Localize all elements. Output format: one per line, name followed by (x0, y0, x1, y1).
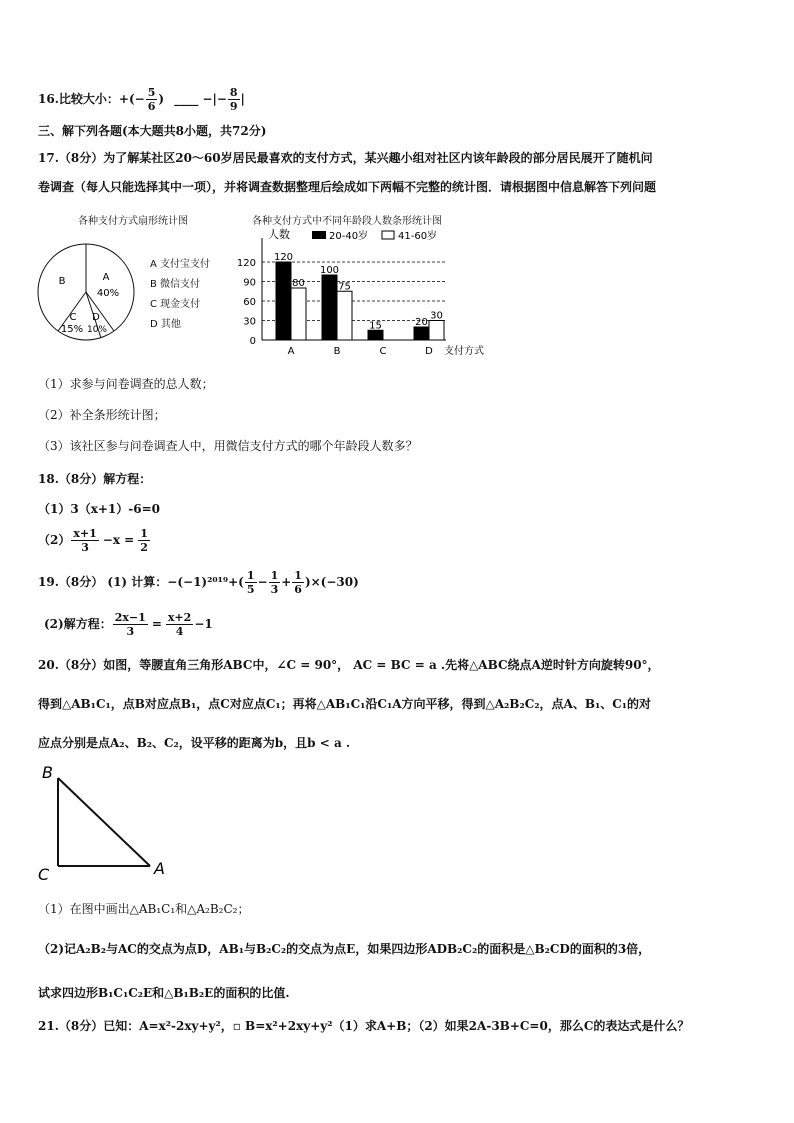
y-tick-60: 60 (243, 297, 256, 308)
vertex-label-c: C (38, 865, 50, 884)
bar-ylabel: 人数 (268, 228, 290, 241)
legend-item-d: D 其他 (150, 319, 181, 330)
q17-sub3: （3）该社区参与问卷调查人中，用微信支付方式的哪个年龄段人数多？ (38, 439, 418, 453)
bar-C-20-40 (368, 330, 383, 340)
vertex-label-b: B (42, 763, 53, 782)
x-tick-B: B (333, 346, 341, 357)
q20-sub1: （1）在图中画出△AB₁C₁和△A₂B₂C₂； (38, 902, 250, 916)
bar-A-20-40 (276, 262, 291, 340)
y-tick-30: 30 (243, 316, 256, 328)
bar-label-D-20-40: 20 (415, 317, 428, 328)
pie-chart-title: 各种支付方式扇形统计图 (78, 216, 188, 227)
bar-label-D-41-60: 30 (430, 310, 443, 322)
x-tick-A: A (287, 346, 295, 357)
bar-D-20-40 (414, 327, 429, 340)
fraction-5-6: $\frac{5}{6}$ (147, 86, 156, 113)
pie-legend (150, 255, 210, 335)
legend-item-c: C 现金支付 (150, 299, 201, 310)
legend-swatch-41-60 (382, 231, 394, 239)
bar-label-A-41-60: 80 (292, 278, 305, 289)
legend-item-b: B 微信支付 (150, 279, 201, 290)
y-tick-0: 0 (249, 336, 256, 347)
bar-chart-title: 各种支付方式中不同年龄段人数条形统计图 (252, 216, 442, 227)
question-19: 19.（8分） (1) 计算：−(−1)²⁰¹⁹+( $\frac{1}{5}$ − $\frac{1}{3}$ + $\frac{1}{6}$ )×(−30) (38, 569, 359, 596)
question-20-line1: 20.（8分）如图，等腰直角三角形ABC中，∠C = 90°， AC = BC = a .先将△ABC绕点A逆时针方向旋转90°， (38, 658, 660, 672)
bar-label-B-20-40: 100 (319, 265, 340, 276)
legend-swatch-20-40 (312, 231, 326, 239)
question-20-line3: 应点分别是点A₂、B₂、C₂，设平移的距离为b，且b < a . (38, 736, 351, 750)
fraction-8-9: $\frac{8}{9}$ (229, 86, 238, 113)
pie-label-b: B (58, 276, 66, 287)
pie-value-c: 15% (60, 324, 84, 335)
q17-sub1: （1）求参与问卷调查的总人数； (38, 377, 214, 391)
legend-item-a: A 支付宝支付 (150, 259, 211, 270)
question-20-line2: 得到△AB₁C₁，点B对应点B₁，点C对应点C₁；再将△AB₁C₁沿C₁A方向平移，得到△A₂B₂C₂，点A、B₁、C₁的对 (38, 697, 652, 711)
bar-xlabel: 支付方式 (444, 346, 484, 357)
pie-value-d: 10% (86, 325, 108, 335)
question-18: 18.（8分）解方程： (38, 472, 152, 486)
section-3-heading: 三、解下列各题(本大题共8小题，共72分) (38, 124, 267, 138)
bar-A-41-60 (291, 288, 306, 340)
q18-part2: （2） $\frac{x+1}{3}$ −x = $\frac{1}{2}$ (38, 527, 148, 554)
pie-chart (36, 240, 136, 344)
triangle-abc-figure (34, 762, 174, 884)
q17-sub2: （2）补全条形统计图； (38, 408, 166, 422)
q18-part1: （1）3（x+1）-6=0 (38, 502, 160, 516)
y-tick-120: 120 (236, 258, 256, 269)
pie-label-c: C (69, 312, 77, 323)
bar-B-41-60 (337, 291, 352, 340)
pie-value-a: 40% (96, 288, 120, 299)
q20-sub2b: 试求四边形B₁C₁C₂E和△B₁B₂E的面积的比值. (38, 986, 290, 1000)
question-17-line2: 卷调查（每人只能选择其中一项），并将调查数据整理后绘成如下两幅不完整的统计图．请根据图中信息解答下列问题 (38, 180, 657, 194)
legend-label-41-60: 41-60岁 (398, 231, 438, 242)
bar-chart (228, 226, 498, 362)
y-tick-90: 90 (243, 277, 256, 289)
question-17-line1: 17.（8分）为了解某社区20～60岁居民最喜欢的支付方式，某兴趣小组对社区内该年龄段的部分居民展开了随机问 (38, 151, 653, 165)
question-21: 21.（8分）已知：A=x²-2xy+y²，▫ B=x²+2xy+y²（1）求A+B；（2）如果2A-3B+C=0，那么C的表达式是什么？ (38, 1019, 690, 1033)
question-16: 16.比较大小：+(− $\frac{5}{6}$ ) ____ −|− $\frac{8}{9}$ | (38, 86, 245, 113)
side-ab (58, 778, 150, 866)
bar-label-A-20-40: 120 (273, 252, 294, 263)
vertex-label-a: A (154, 859, 165, 878)
bar-label-C-20-40: 15 (369, 320, 382, 332)
x-tick-D: D (425, 346, 433, 357)
bar-label-B-41-60: 75 (338, 281, 351, 293)
x-tick-C: C (379, 346, 387, 357)
legend-label-20-40: 20-40岁 (329, 231, 369, 242)
q19-part2: (2)解方程： $\frac{2x-1}{3}$ = $\frac{x+2}{4}$ −1 (44, 611, 213, 638)
pie-label-a: A (102, 272, 110, 283)
bar-B-20-40 (322, 275, 337, 340)
pie-label-d: D (92, 312, 100, 323)
bar-D-41-60 (429, 321, 444, 341)
q20-sub2a: （2)记A₂B₂与AC的交点为点D，AB₁与B₂C₂的交点为点E，如果四边形ADB₂C₂的面积是△B₂CD的面积的3倍， (38, 942, 651, 956)
